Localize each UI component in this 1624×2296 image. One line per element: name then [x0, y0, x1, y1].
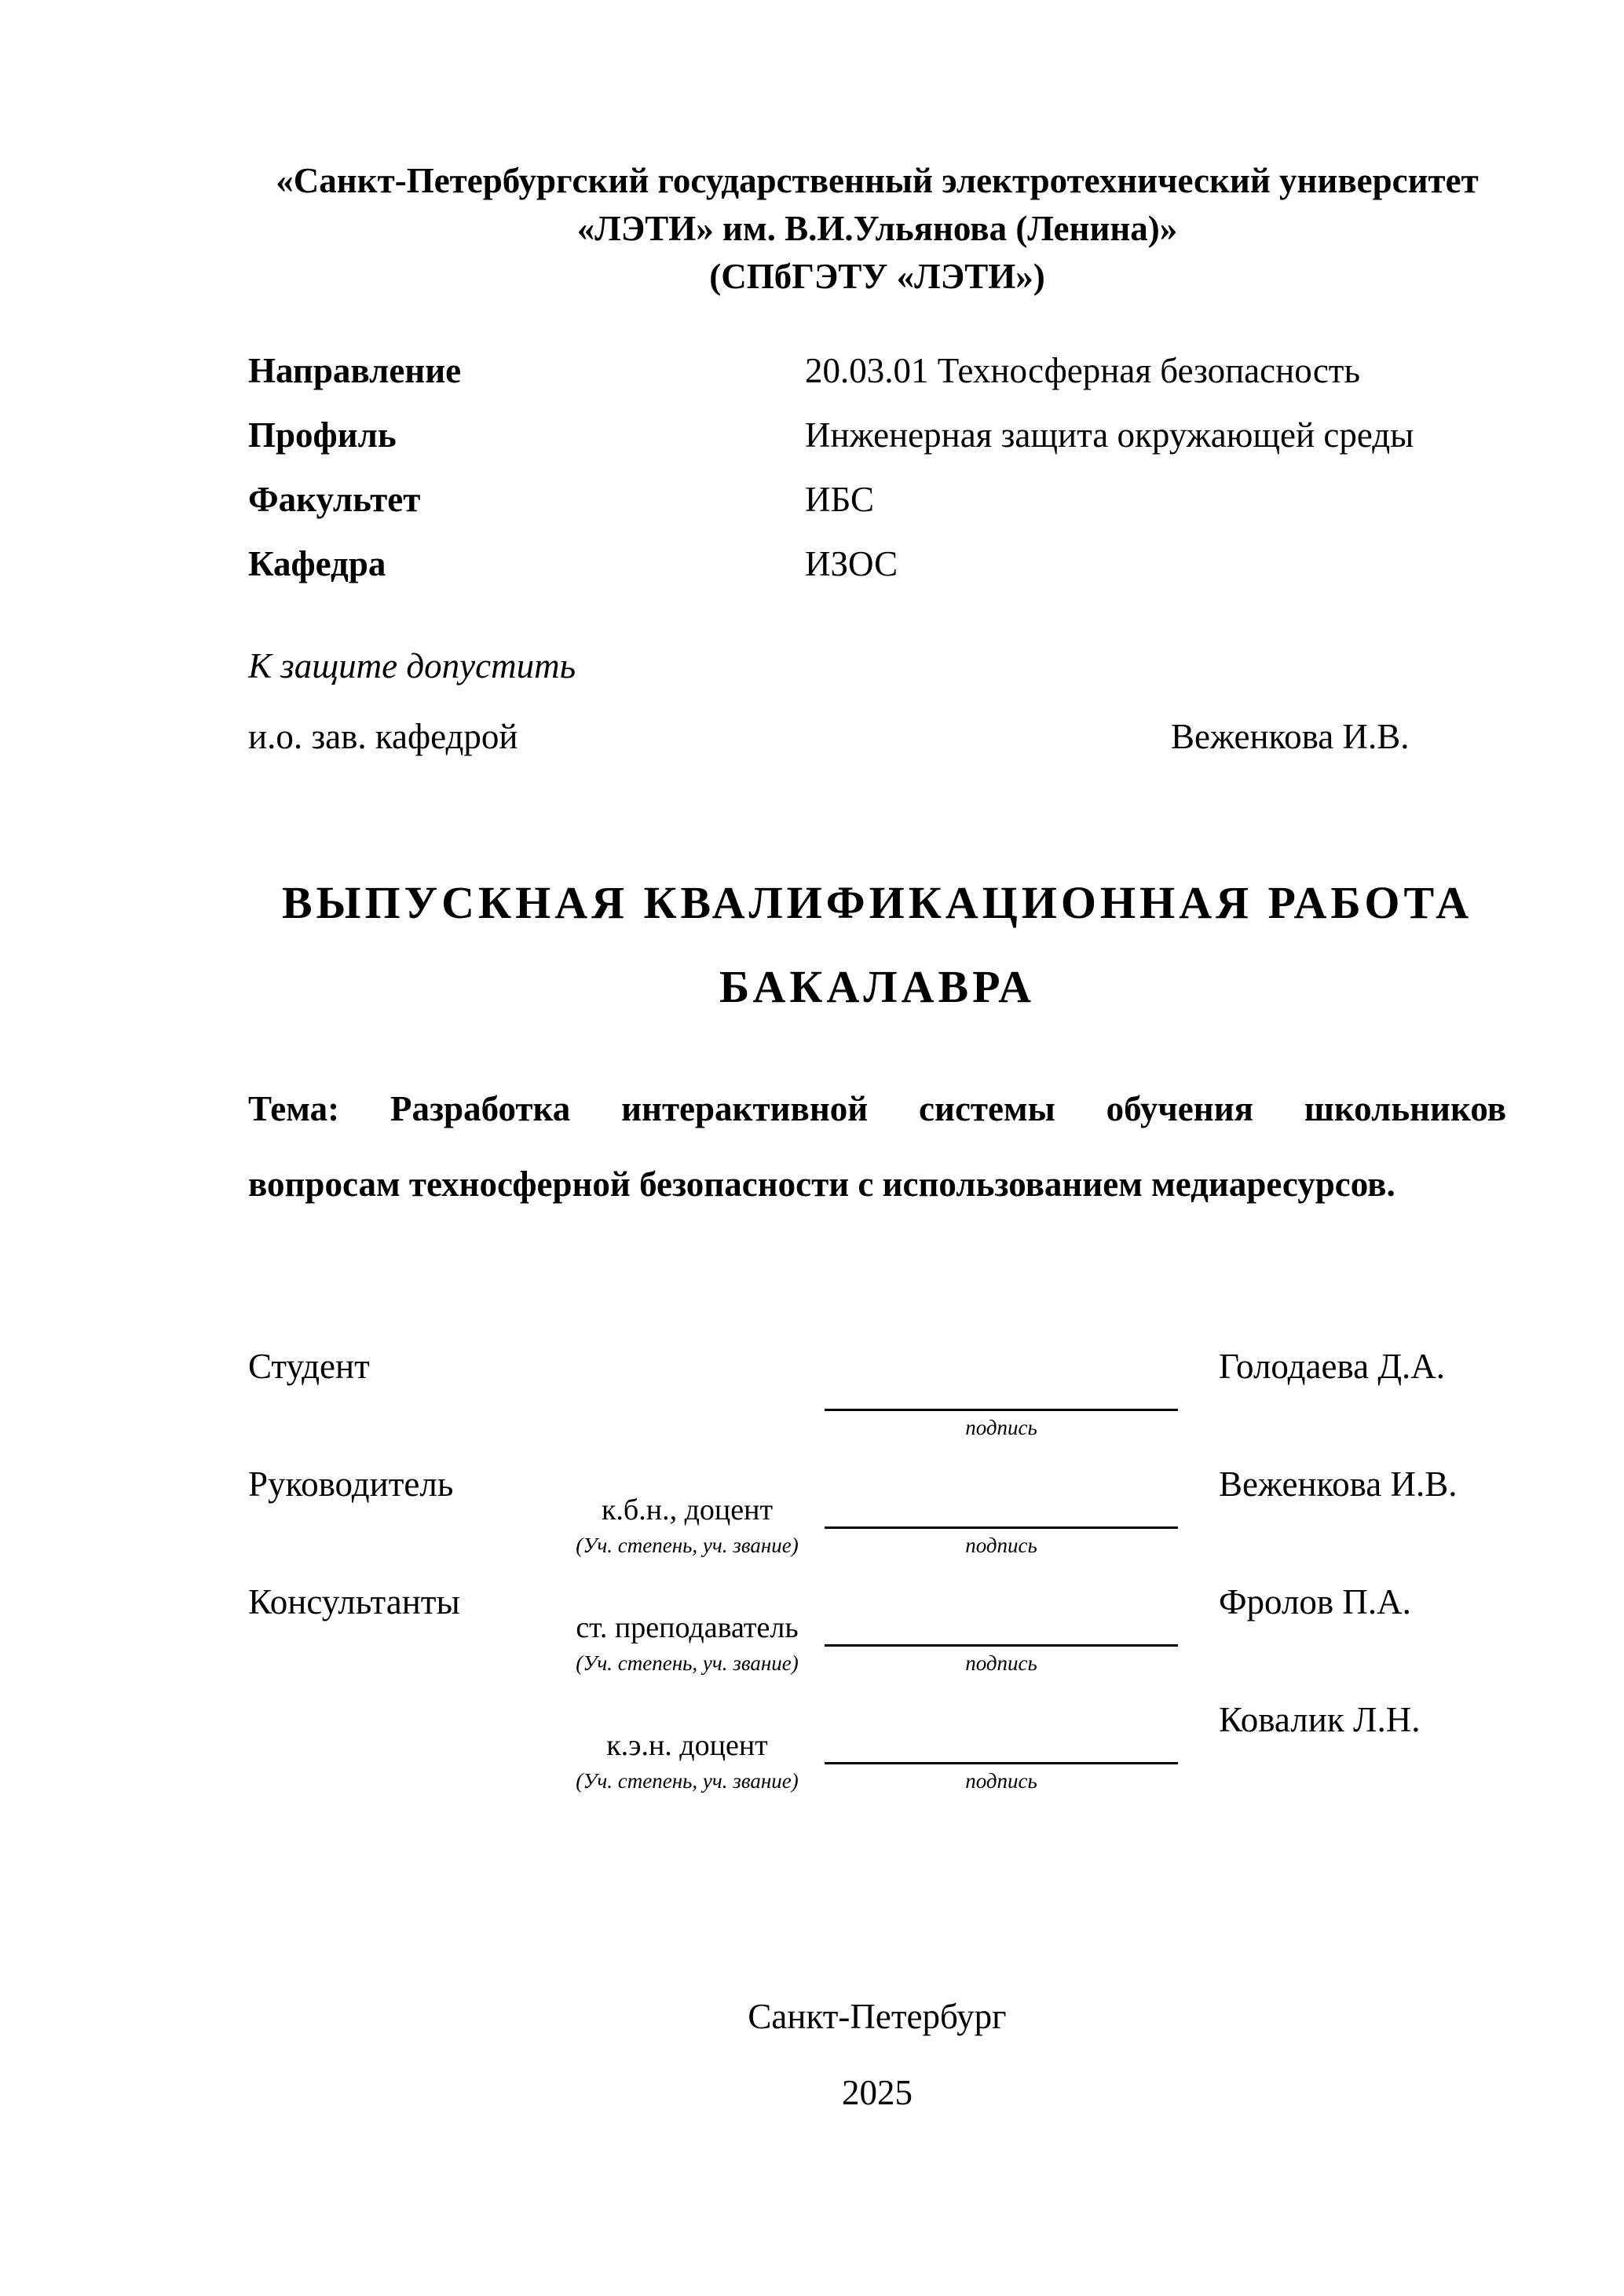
signature-block [248, 1346, 1506, 1793]
signature-degree-hint [550, 1411, 825, 1440]
topic-paragraph [248, 1088, 1506, 1205]
approval-permit-line: К защите допустить [248, 646, 576, 686]
signature-underline [825, 1699, 1178, 1764]
spacer [248, 1529, 550, 1558]
spacer [248, 1411, 550, 1440]
field-label: Профиль [248, 415, 397, 455]
signature-role: Студент [248, 1347, 370, 1387]
signature-degree: к.б.н., доцент [601, 1493, 774, 1527]
footer [248, 1996, 1506, 2113]
footer-year: 2025 [842, 2073, 913, 2112]
spacer [248, 1764, 550, 1793]
signature-role: Руководитель [248, 1464, 454, 1504]
field-value: 20.03.01 Техносферная безопасность [805, 351, 1360, 391]
signature-row-supervisor [248, 1464, 1506, 1558]
field-value: ИЗОС [805, 544, 898, 584]
university-abbreviation: (СПбГЭТУ «ЛЭТИ») [709, 256, 1045, 296]
topic-line-1: Тема: Разработка интерактивной системы обучения школьников [248, 1089, 1506, 1129]
work-title-line-1: ВЫПУСКНАЯ КВАЛИФИКАЦИОННАЯ РАБОТА [281, 877, 1473, 929]
signature-degree: ст. преподаватель [576, 1611, 799, 1645]
field-row-faculty [248, 479, 1506, 518]
approval-block [248, 645, 1506, 759]
signature-name: Голодаева Д.А. [1219, 1347, 1446, 1387]
signature-caption: подпись [965, 1416, 1037, 1440]
spacer [1178, 1647, 1506, 1676]
work-title [248, 876, 1506, 1013]
approval-signer-row [248, 716, 1506, 759]
spacer [248, 1647, 550, 1676]
field-label: Факультет [248, 480, 421, 520]
signature-underline [825, 1464, 1178, 1529]
approval-name: Веженкова И.В. [1171, 717, 1410, 757]
signature-role: Консультанты [248, 1582, 460, 1622]
field-row-profile [248, 415, 1506, 454]
university-name-line-2: «ЛЭТИ» им. В.И.Ульянова (Ленина)» [576, 208, 1178, 248]
university-header [248, 157, 1506, 300]
signature-degree-hint: (Уч. степень, уч. звание) [576, 1769, 799, 1793]
signature-row-consultant-1 [248, 1581, 1506, 1676]
signature-underline [825, 1581, 1178, 1647]
university-name-line-1: «Санкт-Петербургский государственный электротехнический университет [276, 161, 1479, 200]
field-label: Кафедра [248, 544, 386, 584]
signature-name: Ковалик Л.Н. [1219, 1700, 1421, 1740]
signature-caption: подпись [965, 1651, 1037, 1676]
signature-degree: к.э.н. доцент [606, 1729, 768, 1763]
signature-caption: подпись [965, 1769, 1037, 1793]
field-row-direction [248, 350, 1506, 389]
spacer [1178, 1529, 1506, 1558]
signature-row-student [248, 1346, 1506, 1440]
signature-degree-hint: (Уч. степень, уч. звание) [576, 1651, 799, 1676]
field-row-department [248, 543, 1506, 583]
footer-city: Санкт-Петербург [748, 1997, 1007, 2036]
signature-underline [825, 1346, 1178, 1411]
field-label: Направление [248, 351, 462, 391]
signature-degree-hint: (Уч. степень, уч. звание) [576, 1534, 799, 1558]
topic-line-2: вопросам техносферной безопасности с использованием медиаресурсов. [248, 1164, 1395, 1205]
approval-role: и.о. зав. кафедрой [248, 717, 518, 757]
field-value: Инженерная защита окружающей среды [805, 415, 1414, 455]
work-title-line-2: БАКАЛАВРА [719, 961, 1036, 1013]
spacer [1178, 1411, 1506, 1440]
signature-name: Веженкова И.В. [1219, 1464, 1458, 1504]
spacer [1178, 1764, 1506, 1793]
signature-name: Фролов П.А. [1219, 1582, 1411, 1622]
field-value: ИБС [805, 480, 875, 520]
signature-caption: подпись [965, 1534, 1037, 1558]
program-fields [248, 350, 1506, 583]
signature-row-consultant-2 [248, 1699, 1506, 1793]
